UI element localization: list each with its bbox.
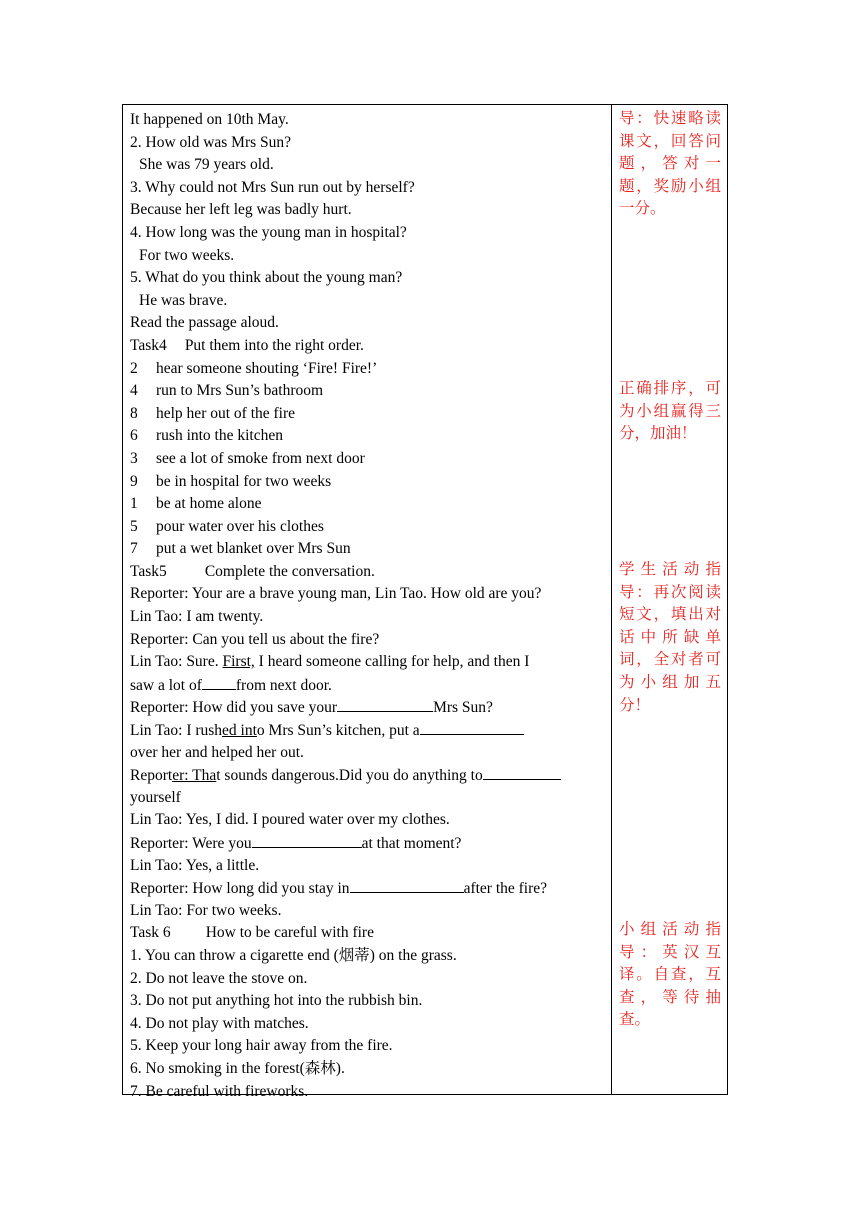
conversation-line xyxy=(130,832,608,855)
conversation-line: over her and helped her out. xyxy=(130,743,304,761)
order-item-text: rush into the kitchen xyxy=(156,427,283,445)
order-item-number: 2 xyxy=(130,359,138,377)
conversation-text: from next door. xyxy=(235,676,332,694)
underlined-word: er: Tha xyxy=(172,767,217,785)
conversation-text: Reporter: How long did you stay in xyxy=(130,880,350,898)
read-aloud-instruction: Read the passage aloud. xyxy=(130,314,279,332)
order-item-number: 4 xyxy=(130,382,138,400)
order-item-text: run to Mrs Sun’s bathroom xyxy=(156,382,324,400)
order-item xyxy=(130,448,608,471)
fill-blank[interactable] xyxy=(483,764,561,780)
order-item-number: 8 xyxy=(130,404,138,422)
conversation-line: Reporter: Can you tell us about the fire? xyxy=(130,630,380,648)
order-item xyxy=(130,403,608,426)
order-item-number: 3 xyxy=(130,449,138,467)
fill-blank[interactable] xyxy=(252,832,362,848)
teacher-note-conversation: 学生活动指导：再次阅读短文，填出对话中所缺单词，全对者可为小组加五分！ xyxy=(619,560,721,714)
task5-title: Complete the conversation. xyxy=(204,562,375,580)
order-item-number: 5 xyxy=(130,517,138,535)
fill-blank[interactable] xyxy=(202,674,236,690)
conversation-line xyxy=(130,674,608,697)
q2-answer: She was 79 years old. xyxy=(139,156,274,174)
conversation-text: o Mrs Sun’s kitchen, put a xyxy=(256,722,420,740)
teacher-note-group: 小组活动指导：英汉互译。自查，互查，等待抽查。 xyxy=(619,920,721,1029)
order-item-text: hear someone shouting ‘Fire! Fire!’ xyxy=(156,359,378,377)
content-column xyxy=(130,109,608,1103)
conversation-line xyxy=(130,651,608,674)
underlined-word: ed int xyxy=(222,722,257,740)
q3-answer: Because her left leg was badly hurt. xyxy=(130,201,352,219)
order-item xyxy=(130,516,608,539)
task4-heading xyxy=(130,335,608,358)
q4-question: 4. How long was the young man in hospital? xyxy=(130,223,407,241)
conversation-line: Reporter: Your are a brave young man, Lin Tao. How old are you? xyxy=(130,585,542,603)
conversation-text: Reporter: How did you save your xyxy=(130,699,338,717)
q2-question: 2. How old was Mrs Sun? xyxy=(130,133,292,151)
rule-item: 4. Do not play with matches. xyxy=(130,1014,309,1032)
conversation-text: saw a lot of xyxy=(130,676,202,694)
q5-question: 5. What do you think about the young man? xyxy=(130,269,403,287)
order-item-number: 6 xyxy=(130,427,138,445)
conversation-text: I heard someone calling for help, and then I xyxy=(254,653,530,671)
conversation-text: t sounds dangerous.Did you do anything to xyxy=(216,767,483,785)
order-item-text: be in hospital for two weeks xyxy=(156,472,332,490)
conversation-line: Lin Tao: For two weeks. xyxy=(130,901,282,919)
rule-item: 5. Keep your long hair away from the fire. xyxy=(130,1037,393,1055)
order-item-text: be at home alone xyxy=(156,495,262,513)
conversation-text: after the fire? xyxy=(463,880,548,898)
order-item-text: put a wet blanket over Mrs Sun xyxy=(156,540,351,558)
task4-label: Task4 xyxy=(130,336,167,354)
conversation-text: at that moment? xyxy=(361,835,462,852)
rule-item: 2. Do not leave the stove on. xyxy=(130,969,308,987)
rule-item: 6. No smoking in the forest(森林). xyxy=(130,1059,345,1077)
order-item xyxy=(130,358,608,381)
underlined-word: First, xyxy=(222,653,255,671)
order-item xyxy=(130,493,608,516)
task5-heading xyxy=(130,561,608,584)
task6-heading xyxy=(130,922,608,945)
fill-blank[interactable] xyxy=(337,696,433,712)
order-item xyxy=(130,471,608,494)
order-item-number: 9 xyxy=(130,472,138,490)
conversation-line: Lin Tao: Yes, I did. I poured water over my clothes. xyxy=(130,811,450,829)
task4-title: Put them into the right order. xyxy=(184,336,364,354)
task6-label: Task 6 xyxy=(130,924,171,942)
order-item-text: see a lot of smoke from next door xyxy=(156,449,365,467)
order-item-number: 7 xyxy=(130,540,138,558)
conversation-line: Lin Tao: I am twenty. xyxy=(130,608,264,626)
q4-answer: For two weeks. xyxy=(139,246,235,264)
order-item xyxy=(130,538,608,561)
conversation-text: Lin Tao: I rush xyxy=(130,722,223,740)
column-divider xyxy=(611,105,612,1094)
conversation-line xyxy=(130,696,608,719)
order-item-text: pour water over his clothes xyxy=(156,517,324,535)
q3-question: 3. Why could not Mrs Sun run out by herself? xyxy=(130,178,415,196)
rule-item: 7. Be careful with fireworks. xyxy=(130,1082,309,1100)
fill-blank[interactable] xyxy=(420,719,524,735)
worksheet-table xyxy=(122,104,728,1100)
conversation-line: yourself xyxy=(130,788,181,806)
conversation-line xyxy=(130,719,608,742)
teacher-note-ordering: 正确排序，可为小组赢得三分，加油！ xyxy=(619,379,721,443)
fill-blank[interactable] xyxy=(350,877,464,893)
order-item-text: help her out of the fire xyxy=(156,404,296,422)
rule-item: 1. You can throw a cigarette end (烟蒂) on the grass. xyxy=(130,946,457,964)
conversation-line: Lin Tao: Yes, a little. xyxy=(130,856,260,874)
teacher-note-reading: 导：快速略读课文，回答问题，答对一题，奖励小组一分。 xyxy=(619,109,721,218)
rule-item: 3. Do not put anything hot into the rubbish bin. xyxy=(130,992,423,1010)
task6-title: How to be careful with fire xyxy=(205,924,374,942)
q5-answer: He was brave. xyxy=(139,291,228,309)
conversation-line xyxy=(130,877,608,900)
conversation-text: Report xyxy=(130,767,173,785)
conversation-text: Reporter: Were you xyxy=(130,835,252,852)
order-item-number: 1 xyxy=(130,495,138,513)
conversation-text: Mrs Sun? xyxy=(433,699,493,717)
q1-answer: It happened on 10th May. xyxy=(130,111,289,128)
order-item xyxy=(130,425,608,448)
order-item xyxy=(130,380,608,403)
task5-label: Task5 xyxy=(130,562,167,580)
conversation-text: Lin Tao: Sure. xyxy=(130,653,223,671)
conversation-line xyxy=(130,764,608,787)
